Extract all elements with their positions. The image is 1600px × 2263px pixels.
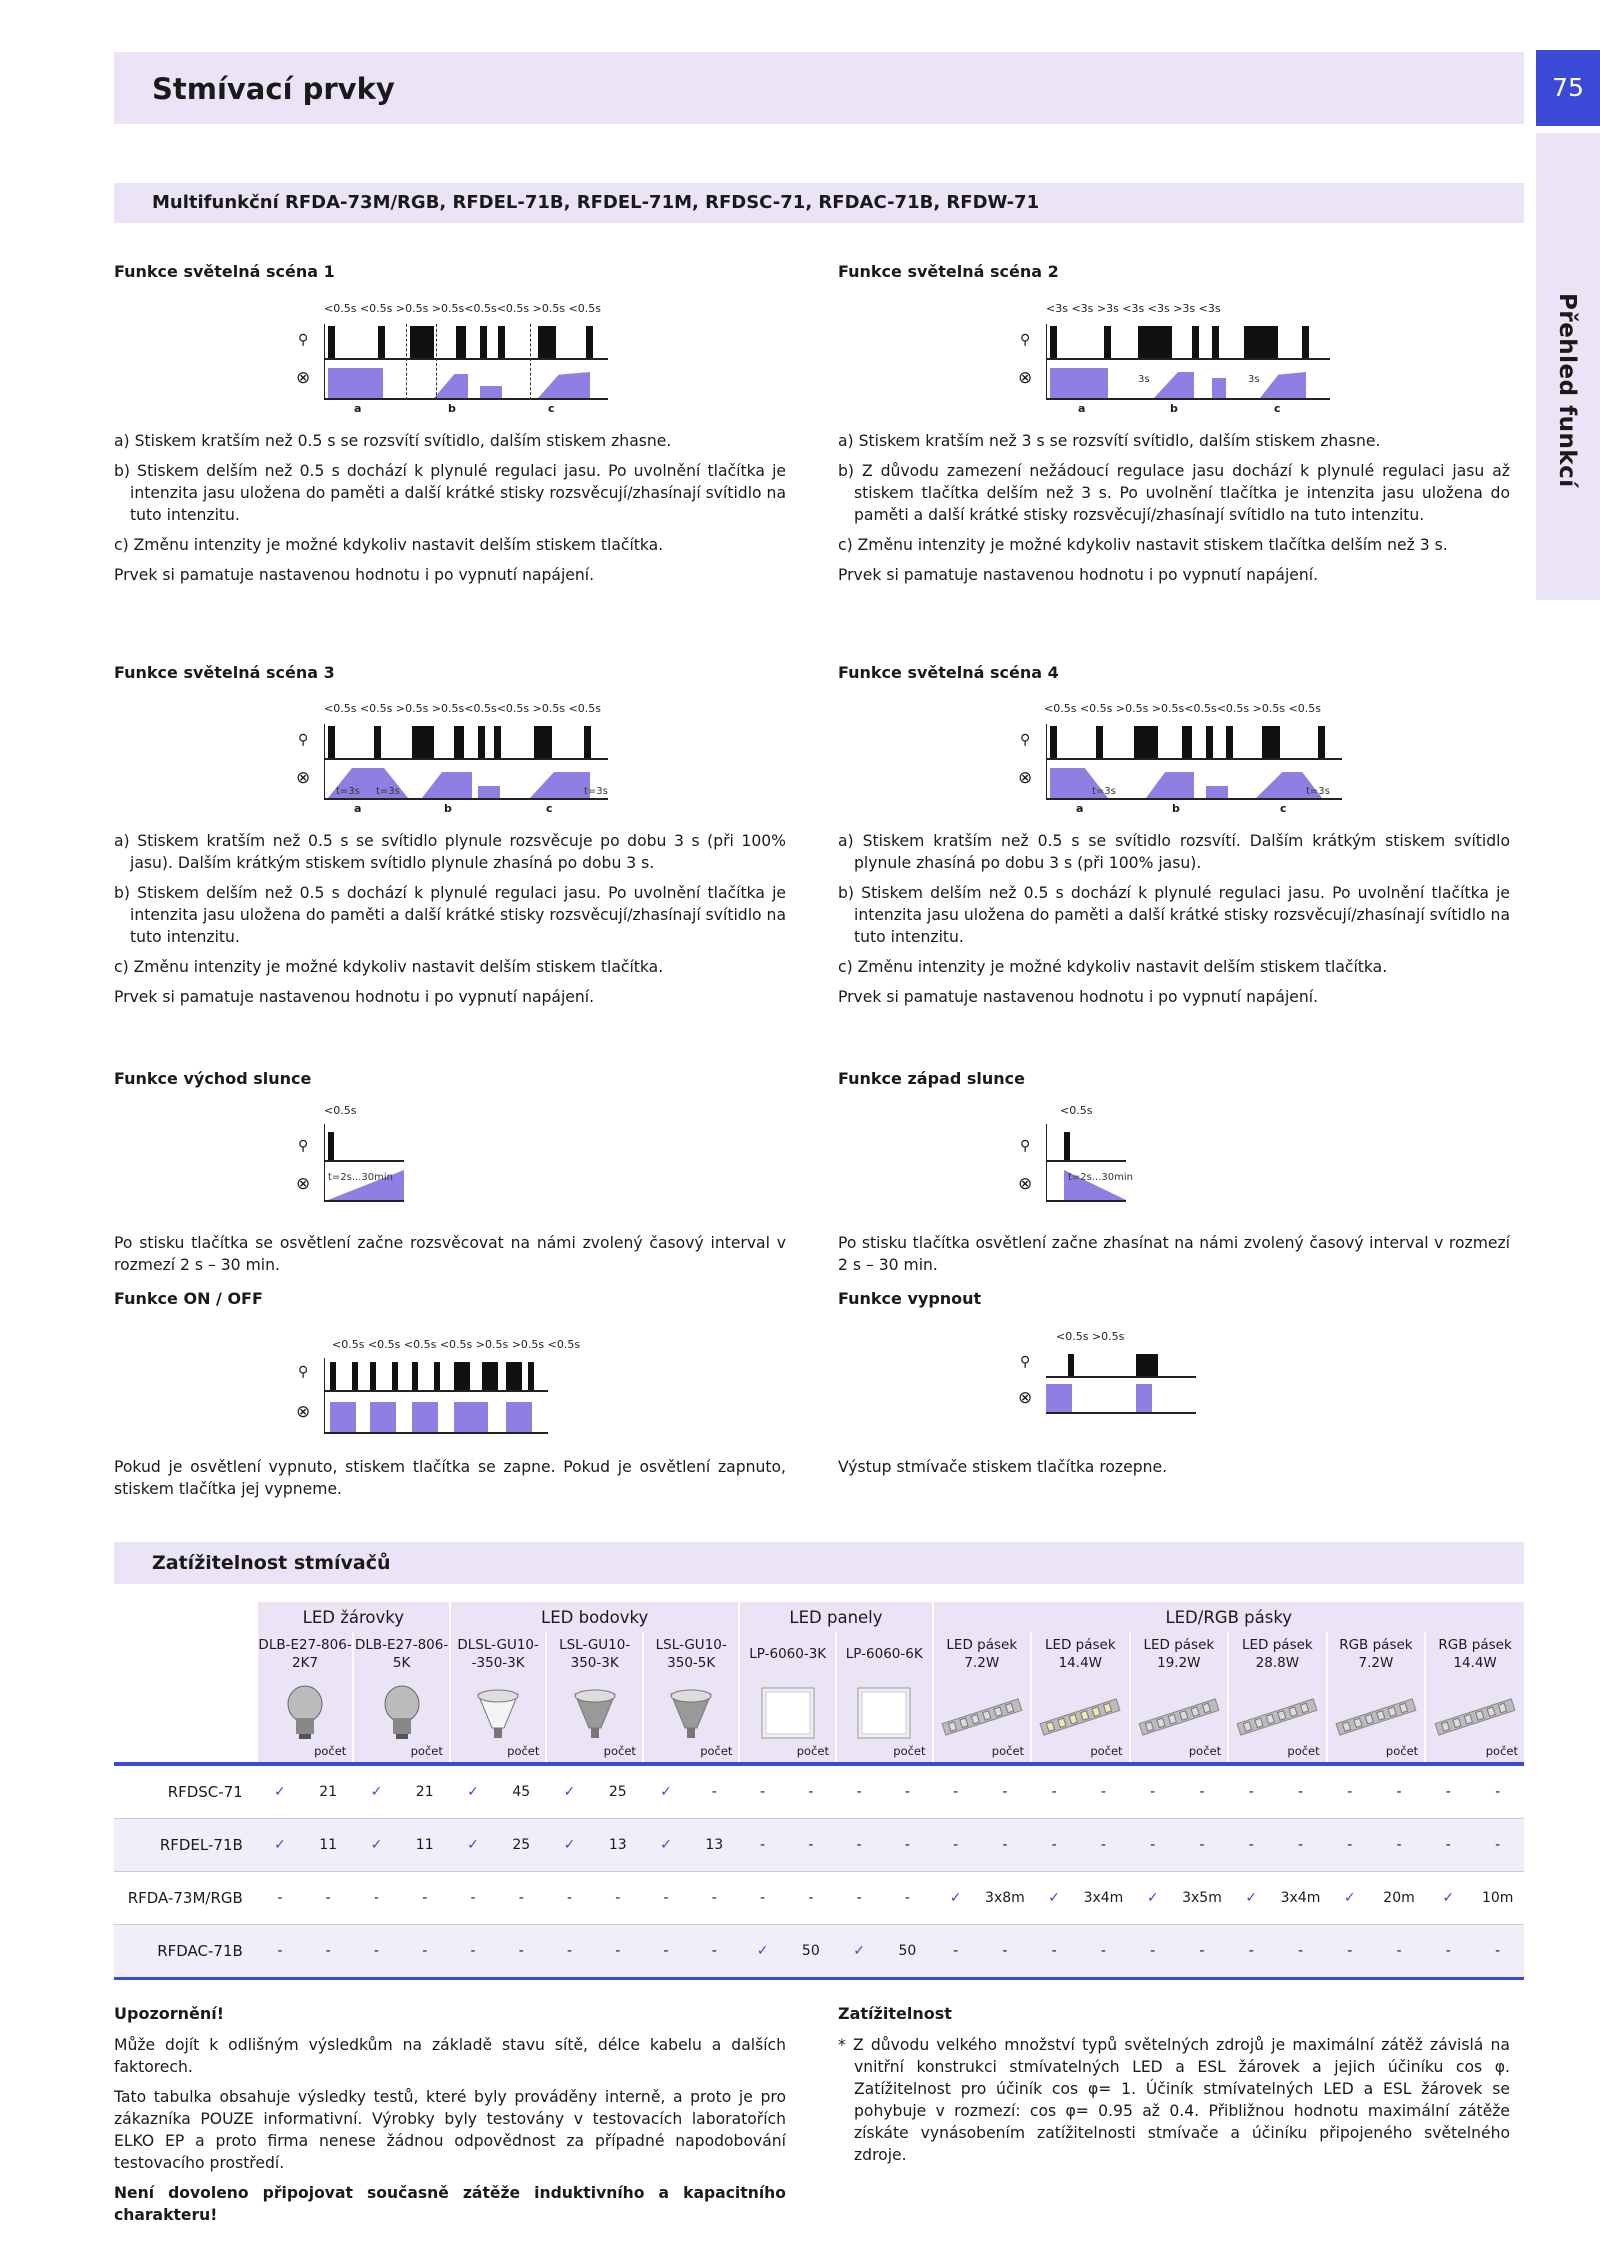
sunset-timing: <0.5s — [1060, 1104, 1093, 1117]
product-header: LSL-GU10-350-3K — [546, 1632, 643, 1676]
button-icon: ⚲ — [298, 1364, 309, 1380]
count-cell: 25 — [496, 1819, 546, 1872]
load-title: Zatížitelnost stmívačů — [152, 1552, 391, 1574]
check-icon: ✓ — [739, 1925, 785, 1979]
scene4-title: Funkce světelná scéna 4 — [838, 663, 1059, 682]
count-cell: - — [1274, 1819, 1326, 1872]
group-led-bulbs: LED žárovky — [257, 1602, 450, 1632]
count-label: počet — [893, 1744, 926, 1758]
count-cell: - — [1373, 1764, 1425, 1819]
button-icon: ⚲ — [298, 732, 309, 748]
count-cell: - — [546, 1925, 592, 1979]
product-header: LSL-GU10-350-5K — [643, 1632, 740, 1676]
product-image-cell — [1130, 1676, 1229, 1764]
scene3-timings: <0.5s <0.5s >0.5s >0.5s<0.5s<0.5s >0.5s <0.5s — [324, 702, 602, 715]
check-icon: ✓ — [1327, 1872, 1373, 1925]
scene4-timings: <0.5s <0.5s >0.5s >0.5s<0.5s<0.5s >0.5s <0.5s — [1044, 702, 1322, 715]
led-spot-icon — [667, 1688, 715, 1740]
count-cell: 13 — [689, 1819, 739, 1872]
count-cell: - — [1471, 1764, 1524, 1819]
scene1-title: Funkce světelná scéna 1 — [114, 262, 335, 281]
scene4-note: Prvek si pamatuje nastavenou hodnotu i po vypnutí napájení. — [838, 988, 1319, 1006]
count-cell: - — [1130, 1925, 1176, 1979]
check-icon: ✓ — [836, 1925, 882, 1979]
count-cell: 11 — [303, 1819, 353, 1872]
scene4-diagram: <0.5s <0.5s >0.5s >0.5s<0.5s<0.5s >0.5s <0.5s ⚲ ⊗ t=3s t=3s a b c — [1016, 702, 1346, 814]
led-panel-icon — [856, 1686, 912, 1740]
scene4-c: c) Změnu intenzity je možné kdykoliv nastavit delším stiskem tlačítka. — [838, 958, 1388, 976]
count-cell: - — [1228, 1819, 1274, 1872]
capacity-text — [838, 2034, 1510, 2174]
count-cell: - — [496, 1925, 546, 1979]
load-table — [114, 1602, 1524, 1980]
led-strip-icon — [940, 1694, 1024, 1740]
count-cell: 45 — [496, 1764, 546, 1819]
sunset-range: t=2s...30min — [1068, 1172, 1133, 1183]
count-cell: - — [643, 1925, 689, 1979]
check-icon: ✓ — [257, 1819, 303, 1872]
switchoff-text: Výstup stmívače stiskem tlačítka rozepne. — [838, 1458, 1168, 1476]
button-icon: ⚲ — [298, 1138, 309, 1154]
count-cell: 3x4m — [1274, 1872, 1326, 1925]
sunset-diagram — [1016, 1104, 1136, 1204]
scene2-timings: <3s <3s >3s <3s <3s >3s <3s — [1046, 302, 1221, 315]
count-cell: - — [689, 1925, 739, 1979]
count-cell: 3x4m — [1077, 1872, 1129, 1925]
scene4-mark-c: c — [1280, 802, 1287, 815]
count-cell: - — [1176, 1925, 1228, 1979]
count-cell: - — [1373, 1925, 1425, 1979]
product-image-cell — [643, 1676, 740, 1764]
bulb-icon: ⊗ — [296, 1174, 311, 1194]
count-label: počet — [1188, 1744, 1222, 1758]
product-header: LP-6060-6K — [836, 1632, 933, 1676]
scene2-c: c) Změnu intenzity je možné kdykoliv nastavit stiskem tlačítka delším než 3 s. — [838, 536, 1448, 554]
scene2-mark-c: c — [1274, 402, 1281, 415]
sunrise-range: t=2s...30min — [328, 1172, 393, 1183]
count-cell: - — [836, 1819, 882, 1872]
button-icon: ⚲ — [298, 332, 309, 348]
count-cell: - — [933, 1764, 979, 1819]
count-label: počet — [603, 1744, 636, 1758]
count-cell: - — [546, 1872, 592, 1925]
sunrise-timing: <0.5s — [324, 1104, 357, 1117]
led-strip-icon — [1334, 1694, 1418, 1740]
subtitle-bar — [114, 183, 1524, 223]
warning-p1: Může dojít k odlišným výsledkům na základě stavu sítě, délce kabelu a dalších faktorech. — [114, 2036, 786, 2076]
scene2-title: Funkce světelná scéna 2 — [838, 262, 1059, 281]
led-bulb-icon — [285, 1684, 325, 1740]
scene3-a: a) Stiskem kratším než 0.5 s se svítidlo plynule rozsvěcuje po dobu 3 s (při 100% jasu). Dalším krátkým stiskem svítidlo plynule zhasíná po dobu 3 s. — [114, 832, 786, 872]
count-cell: - — [643, 1872, 689, 1925]
product-header: DLSL-GU10--350-3K — [450, 1632, 547, 1676]
button-icon: ⚲ — [1020, 732, 1031, 748]
product-header: LED pásek 28.8W — [1228, 1632, 1327, 1676]
scene2-mark-b: b — [1170, 402, 1178, 415]
table-row — [114, 1872, 1524, 1925]
count-cell: - — [689, 1764, 739, 1819]
count-cell: 21 — [400, 1764, 450, 1819]
count-cell: - — [1077, 1925, 1129, 1979]
scene3-mark-c: c — [546, 802, 553, 815]
group-led-strips: LED/RGB pásky — [933, 1602, 1524, 1632]
product-image-cell — [1327, 1676, 1426, 1764]
product-header: RGB pásek 7.2W — [1327, 1632, 1426, 1676]
switchoff-title: Funkce vypnout — [838, 1289, 982, 1308]
count-cell: - — [257, 1872, 303, 1925]
scene4-mark-a: a — [1076, 802, 1084, 815]
onoff-title: Funkce ON / OFF — [114, 1289, 263, 1308]
count-cell: - — [1031, 1925, 1077, 1979]
scene1-a: a) Stiskem kratším než 0.5 s se rozsvítí svítidlo, dalším stiskem zhasne. — [114, 432, 672, 450]
scene1-timings: <0.5s <0.5s >0.5s >0.5s<0.5s<0.5s >0.5s <0.5s — [324, 302, 602, 315]
capacity-p: * Z důvodu velkého množství typů světelných zdrojů je maximální zátěž závislá na vnitřní konstrukci stmívatelných LED a ESL žárovek a jejich účiníku cos φ. Zatížitelnost pro účiník cos φ= 1. Účiník stmívatelných LED a ESL žárovek se pohybuje v rozmezí: cos φ= 0.95 až 0.4. Přibližnou hodnotu maximální zátěže získáte vynásobením zatížitelnosti stmívače a účiníku připojeného světelného zdroje. — [838, 2036, 1510, 2164]
bulb-icon: ⊗ — [1018, 1174, 1033, 1194]
product-image-cell — [1425, 1676, 1524, 1764]
count-cell: - — [739, 1819, 785, 1872]
scene1-mark-a: a — [354, 402, 362, 415]
count-cell: - — [836, 1872, 882, 1925]
scene3-diagram: <0.5s <0.5s >0.5s >0.5s<0.5s<0.5s >0.5s <0.5s ⚲ ⊗ t=3s t=3s t=3s a b c — [296, 702, 608, 815]
bulb-icon: ⊗ — [1018, 368, 1033, 388]
count-cell: - — [1176, 1819, 1228, 1872]
button-icon: ⚲ — [1020, 1354, 1031, 1370]
onoff-timings: <0.5s <0.5s <0.5s <0.5s >0.5s >0.5s <0.5s — [332, 1338, 581, 1351]
title-bar — [114, 52, 1524, 124]
count-cell: - — [739, 1872, 785, 1925]
count-cell: - — [1327, 1764, 1373, 1819]
side-tab[interactable] — [1536, 133, 1600, 600]
scene2-a: a) Stiskem kratším než 3 s se rozsvítí svítidlo, dalším stiskem zhasne. — [838, 432, 1381, 450]
device-name: RFDEL-71B — [114, 1819, 257, 1872]
sunrise-text: Po stisku tlačítka se osvětlení začne rozsvěcovat na námi zvolený časový interval v rozmezí 2 s – 30 min. — [114, 1234, 786, 1274]
count-label: počet — [1485, 1744, 1518, 1758]
sunset-title: Funkce západ slunce — [838, 1069, 1025, 1088]
product-header: DLB-E27-806-5K — [353, 1632, 450, 1676]
count-cell: - — [933, 1819, 979, 1872]
count-cell: - — [1077, 1819, 1129, 1872]
switchoff-diagram — [1016, 1330, 1206, 1420]
load-section-bar — [114, 1542, 1524, 1584]
device-name: RFDSC-71 — [114, 1764, 257, 1819]
count-cell: 25 — [593, 1764, 643, 1819]
count-label: počet — [410, 1744, 443, 1758]
count-cell: - — [689, 1872, 739, 1925]
check-icon: ✓ — [353, 1764, 399, 1819]
check-icon: ✓ — [257, 1764, 303, 1819]
count-cell: - — [1425, 1764, 1471, 1819]
count-cell: - — [400, 1925, 450, 1979]
count-cell: - — [882, 1819, 932, 1872]
count-label: počet — [796, 1744, 829, 1758]
check-icon: ✓ — [1228, 1872, 1274, 1925]
count-cell: - — [593, 1925, 643, 1979]
scene1-text — [114, 430, 786, 594]
count-label: počet — [1385, 1744, 1419, 1758]
product-image-cell — [450, 1676, 547, 1764]
onoff-diagram — [294, 1338, 581, 1438]
count-cell: 50 — [786, 1925, 836, 1979]
count-cell: - — [1274, 1764, 1326, 1819]
scene2-note: Prvek si pamatuje nastavenou hodnotu i po vypnutí napájení. — [838, 566, 1319, 584]
scene1-diagram — [294, 302, 614, 414]
table-row — [114, 1764, 1524, 1819]
product-image-cell — [1031, 1676, 1130, 1764]
count-cell: - — [496, 1872, 546, 1925]
onoff-text: Pokud je osvětlení vypnuto, stiskem tlačítka se zapne. Pokud je osvětlení zapnuto, stiskem tlačítka jej vypneme. — [114, 1458, 786, 1498]
scene2-diagram: <3s <3s >3s <3s <3s >3s <3s ⚲ ⊗ 3s 3s a b c — [1016, 302, 1336, 414]
device-name: RFDA-73M/RGB — [114, 1872, 257, 1925]
product-header: RGB pásek 14.4W — [1425, 1632, 1524, 1676]
bulb-icon: ⊗ — [1018, 1388, 1033, 1408]
switchoff-timings: <0.5s >0.5s — [1056, 1330, 1125, 1343]
check-icon: ✓ — [1425, 1872, 1471, 1925]
check-icon: ✓ — [1130, 1872, 1176, 1925]
led-strip-icon — [1433, 1694, 1517, 1740]
product-image-cell — [546, 1676, 643, 1764]
count-cell: - — [979, 1819, 1031, 1872]
count-cell: - — [1228, 1764, 1274, 1819]
check-icon: ✓ — [643, 1764, 689, 1819]
group-led-panels: LED panely — [739, 1602, 932, 1632]
count-cell: - — [739, 1764, 785, 1819]
led-bulb-icon — [382, 1684, 422, 1740]
bulb-icon: ⊗ — [296, 768, 311, 788]
product-header: LED pásek 14.4W — [1031, 1632, 1130, 1676]
count-cell: - — [786, 1872, 836, 1925]
count-cell: - — [836, 1764, 882, 1819]
product-image-cell — [353, 1676, 450, 1764]
count-cell: - — [1274, 1925, 1326, 1979]
led-strip-icon — [1137, 1694, 1221, 1740]
count-cell: - — [400, 1872, 450, 1925]
count-cell: - — [979, 1764, 1031, 1819]
count-cell: - — [1327, 1925, 1373, 1979]
count-cell: 21 — [303, 1764, 353, 1819]
led-panel-icon — [760, 1686, 816, 1740]
scene3-note: Prvek si pamatuje nastavenou hodnotu i po vypnutí napájení. — [114, 988, 595, 1006]
count-cell: 3x8m — [979, 1872, 1031, 1925]
scene4-b: b) Stiskem delším než 0.5 s dochází k plynulé regulaci jasu. Po uvolnění tlačítka je intenzita jasu uložena do paměti a další krátké stisky rozsvěcují/zhasínají svítidlo na tuto intenzitu. — [838, 884, 1510, 946]
scene3-b: b) Stiskem delším než 0.5 s dochází k plynulé regulaci jasu. Po uvolnění tlačítka je intenzita jasu uložena do paměti a další krátké stisky rozsvěcují/zhasínají svítidlo na tuto intenzitu. — [114, 884, 786, 946]
count-label: počet — [700, 1744, 733, 1758]
count-label: počet — [991, 1744, 1025, 1758]
scene4-text — [838, 830, 1510, 1016]
scene4-mark-b: b — [1172, 802, 1180, 815]
led-spot-icon — [571, 1688, 619, 1740]
count-cell: - — [882, 1764, 932, 1819]
count-label: počet — [507, 1744, 540, 1758]
count-cell: 20m — [1373, 1872, 1425, 1925]
scene1-note: Prvek si pamatuje nastavenou hodnotu i po vypnutí napájení. — [114, 566, 595, 584]
product-header: LED pásek 19.2W — [1130, 1632, 1229, 1676]
warning-text — [114, 2034, 786, 2234]
product-image-cell — [739, 1676, 836, 1764]
count-cell: - — [933, 1925, 979, 1979]
bulb-icon: ⊗ — [296, 368, 311, 388]
side-tab-label: Přehled funkcí — [1554, 293, 1580, 488]
sunset-text: Po stisku tlačítka osvětlení začne zhasínat na námi zvolený časový interval v rozmezí 2 s – 30 min. — [838, 1234, 1510, 1274]
scene3-c: c) Změnu intenzity je možné kdykoliv nastavit delším stiskem tlačítka. — [114, 958, 664, 976]
count-cell: 11 — [400, 1819, 450, 1872]
product-image-cell — [933, 1676, 1032, 1764]
button-icon: ⚲ — [1020, 1138, 1031, 1154]
count-cell: 50 — [882, 1925, 932, 1979]
count-cell: 13 — [593, 1819, 643, 1872]
count-cell: - — [593, 1872, 643, 1925]
check-icon: ✓ — [450, 1819, 496, 1872]
count-cell: - — [1077, 1764, 1129, 1819]
count-cell: - — [1471, 1925, 1524, 1979]
product-header: LED pásek 7.2W — [933, 1632, 1032, 1676]
count-cell: - — [882, 1872, 932, 1925]
scene3-title: Funkce světelná scéna 3 — [114, 663, 335, 682]
led-strip-icon — [1038, 1694, 1122, 1740]
product-image-cell — [257, 1676, 354, 1764]
scene2-text — [838, 430, 1510, 594]
count-cell: - — [1373, 1819, 1425, 1872]
count-cell: - — [353, 1925, 399, 1979]
device-name: RFDAC-71B — [114, 1925, 257, 1979]
count-cell: - — [1425, 1819, 1471, 1872]
count-cell: - — [1130, 1764, 1176, 1819]
bulb-icon: ⊗ — [296, 1402, 311, 1422]
count-cell: - — [353, 1872, 399, 1925]
check-icon: ✓ — [546, 1819, 592, 1872]
count-cell: - — [1130, 1819, 1176, 1872]
scene1-c: c) Změnu intenzity je možné kdykoliv nastavit delším stiskem tlačítka. — [114, 536, 664, 554]
count-cell: - — [450, 1925, 496, 1979]
table-row — [114, 1925, 1524, 1979]
count-cell: - — [303, 1872, 353, 1925]
count-cell: - — [1327, 1819, 1373, 1872]
check-icon: ✓ — [933, 1872, 979, 1925]
scene1-mark-c: c — [548, 402, 555, 415]
check-icon: ✓ — [1031, 1872, 1077, 1925]
bulb-icon: ⊗ — [1018, 768, 1033, 788]
scene3-text — [114, 830, 786, 1016]
count-cell: - — [257, 1925, 303, 1979]
product-header: DLB-E27-806-2K7 — [257, 1632, 354, 1676]
count-cell: - — [1031, 1819, 1077, 1872]
product-image-cell — [836, 1676, 933, 1764]
count-cell: - — [1425, 1925, 1471, 1979]
scene3-mark-a: a — [354, 802, 362, 815]
product-header: LP-6060-3K — [739, 1632, 836, 1676]
count-cell: - — [786, 1819, 836, 1872]
scene1-mark-b: b — [448, 402, 456, 415]
check-icon: ✓ — [643, 1819, 689, 1872]
capacity-title: Zatížitelnost — [838, 2004, 952, 2023]
scene4-a: a) Stiskem kratším než 0.5 s se svítidlo rozsvítí. Dalším krátkým stiskem svítidlo plynule zhasíná po dobu 3 s (při 100% jasu). — [838, 832, 1510, 872]
scene3-mark-b: b — [444, 802, 452, 815]
check-icon: ✓ — [546, 1764, 592, 1819]
count-cell: 10m — [1471, 1872, 1524, 1925]
count-label: počet — [1090, 1744, 1123, 1758]
page-title: Stmívací prvky — [152, 72, 395, 106]
led-spot-icon — [474, 1688, 522, 1740]
section-subtitle: Multifunkční RFDA-73M/RGB, RFDEL-71B, RFDEL-71M, RFDSC-71, RFDAC-71B, RFDW-71 — [152, 192, 1040, 213]
count-cell: - — [979, 1925, 1031, 1979]
count-cell: - — [303, 1925, 353, 1979]
warning-p2: Tato tabulka obsahuje výsledky testů, které byly prováděny interně, a proto je pro zákazníka POUZE informativní. Výrobky byly testovány v testovacích laboratořích ELKO EP a proto firma nenese žádnou odpovědnost za případné napodobování testovacího prostředí. — [114, 2088, 786, 2172]
count-cell: 3x5m — [1176, 1872, 1228, 1925]
scene1-b: b) Stiskem delším než 0.5 s dochází k plynulé regulaci jasu. Po uvolnění tlačítka je intenzita jasu uložena do paměti a další krátké stisky rozsvěcují/zhasínají svítidlo na tuto intenzitu. — [114, 462, 786, 524]
led-strip-icon — [1235, 1694, 1319, 1740]
count-cell: - — [786, 1764, 836, 1819]
check-icon: ✓ — [353, 1819, 399, 1872]
count-cell: - — [450, 1872, 496, 1925]
scene2-mark-a: a — [1078, 402, 1086, 415]
group-led-spots: LED bodovky — [450, 1602, 740, 1632]
table-row — [114, 1819, 1524, 1872]
warning-p3: Není dovoleno připojovat současně zátěže induktivního a kapacitního charakteru! — [114, 2184, 786, 2224]
warning-title: Upozornění! — [114, 2004, 225, 2023]
sunrise-title: Funkce východ slunce — [114, 1069, 312, 1088]
product-image-cell — [1228, 1676, 1327, 1764]
scene2-b: b) Z důvodu zamezení nežádoucí regulace jasu dochází k plynulé regulaci jasu až stiskem tlačítka delším než 3 s. Po uvolnění tlačítka je intenzita jasu uložena do paměti a další krátké stisky rozsvěcují/zhasínají svítidlo na tuto intenzitu. — [838, 462, 1510, 524]
count-label: počet — [1287, 1744, 1320, 1758]
check-icon: ✓ — [450, 1764, 496, 1819]
count-cell: - — [1031, 1764, 1077, 1819]
sunrise-diagram — [294, 1104, 414, 1204]
count-label: počet — [314, 1744, 347, 1758]
count-cell: - — [1228, 1925, 1274, 1979]
count-cell: - — [1471, 1819, 1524, 1872]
count-cell: - — [1176, 1764, 1228, 1819]
page-number: 75 — [1536, 50, 1600, 126]
button-icon: ⚲ — [1020, 332, 1031, 348]
